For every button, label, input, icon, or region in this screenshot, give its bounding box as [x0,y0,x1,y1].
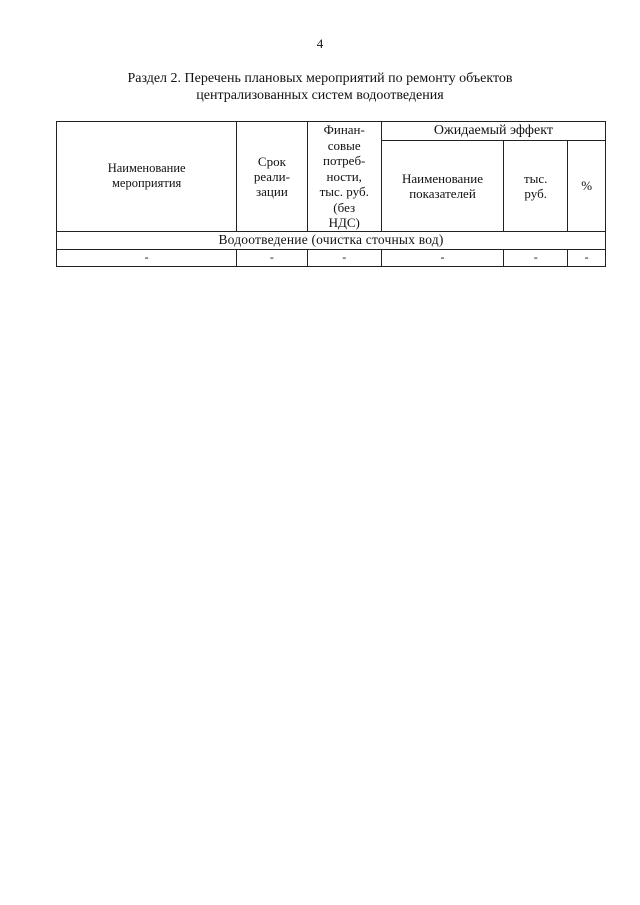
header-percent: % [568,141,606,232]
table-cell: - [504,249,568,266]
section-title-line-2: централизованных систем водоотведения [196,88,444,103]
header-expected-effect: Ожидаемый эффект [381,122,605,141]
section-title [40,70,600,104]
header-measure-name: Наименование мероприятия [57,122,237,232]
table-cell: - [381,249,503,266]
table-section-row [57,231,606,249]
header-implementation-term: Срок реали- зации [237,122,307,232]
header-indicator-name: Наименование показателей [381,141,503,232]
table-cell: - [568,249,606,266]
section-title-line-1: Раздел 2. Перечень плановых мероприятий по ремонту объектов [127,71,513,86]
page-number: 4 [316,36,324,51]
table-row [57,249,606,266]
table-header-row-1 [57,122,606,141]
section-label: Водоотведение (очистка сточных вод) [57,231,606,249]
planned-measures-table [56,121,606,267]
table-cell: - [57,249,237,266]
table-cell: - [307,249,381,266]
header-thousand-rub: тыс. руб. [504,141,568,232]
header-financial-needs: Финан- совые потреб- ности, тыс. руб. (без НДС) [307,122,381,232]
table-cell: - [237,249,307,266]
